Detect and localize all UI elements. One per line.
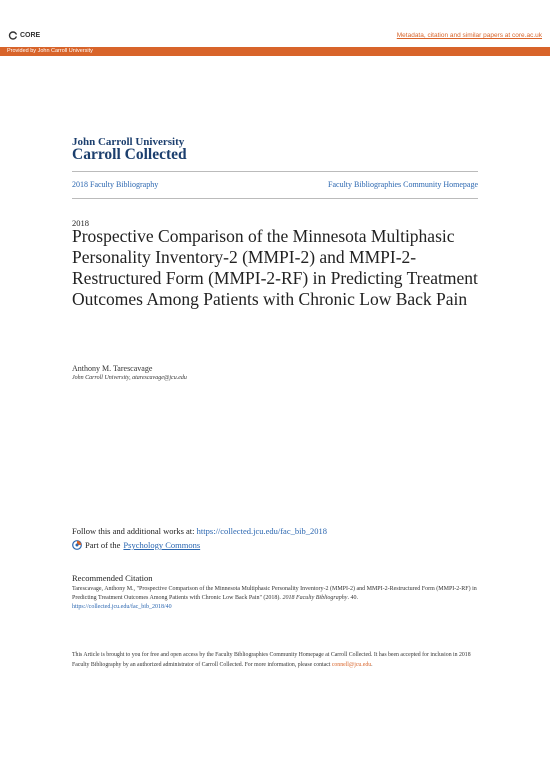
provided-by-bar	[0, 47, 550, 56]
citation-number: . 40.	[347, 595, 358, 601]
core-metadata-link[interactable]: Metadata, citation and similar papers at core.ac.uk	[396, 32, 542, 39]
core-banner	[0, 0, 550, 47]
core-logo-text: CORE	[20, 32, 41, 39]
notice-end: .	[371, 662, 373, 668]
provided-by-text[interactable]: Provided by John Carroll University	[7, 48, 93, 54]
author-name: Anthony M. Tarescavage	[72, 364, 153, 373]
header-divider-bottom	[72, 198, 478, 199]
access-notice	[72, 650, 482, 670]
citation-journal: 2018 Faculty Bibliography	[282, 595, 348, 601]
follow-url-link[interactable]: https://collected.jcu.edu/fac_bib_2018	[196, 526, 327, 536]
recommended-citation-heading: Recommended Citation	[72, 573, 153, 583]
citation-body: Tarescavage, Anthony M., "Prospective Comparison of the Minnesota Multiphasic Personality Inventory-2 (MMPI-2) and MMPI-2-Restructured Form (MMPI-2-RF) in Predicting Treatment Outcomes Among Patients with Chronic Low Back Pain" (2018).	[72, 586, 477, 601]
citation-text	[72, 585, 482, 612]
core-logo[interactable]	[8, 31, 40, 40]
notice-body: This Article is brought to you for free and open access by the Faculty Bibliographies Community Homepage at Carroll Collected. It has been accepted for inclusion in 2018 Faculty Bibliography by an authorized administrator of Carroll Collected. For more information, please contact	[72, 652, 471, 668]
author-affiliation: John Carroll University, atarescavage@jcu.edu	[72, 375, 187, 381]
contact-email-link[interactable]: connell@jcu.edu	[331, 662, 372, 668]
university-name[interactable]: John Carroll University	[72, 136, 185, 148]
repository-name[interactable]: Carroll Collected	[72, 146, 187, 163]
psychology-commons-link[interactable]: Psychology Commons	[123, 540, 201, 550]
article-title: Prospective Comparison of the Minnesota Multiphasic Personality Inventory-2 (MMPI-2) and MMPI-2-Restructured Form (MMPI-2-RF) in Predicting Treatment Outcomes Among Patients with Chronic Low Back Pain	[72, 226, 478, 309]
community-homepage-link[interactable]: Faculty Bibliographies Community Homepage	[328, 180, 478, 189]
part-of-prefix: Part of the	[85, 540, 121, 550]
follow-prefix: Follow this and additional works at:	[72, 526, 197, 536]
publication-year: 2018	[72, 218, 89, 228]
header-divider-top	[72, 171, 478, 172]
part-of-line	[72, 540, 200, 550]
collection-link[interactable]: 2018 Faculty Bibliography	[72, 180, 159, 189]
citation-url-link[interactable]: https://collected.jcu.edu/fac_bib_2018/40	[72, 604, 172, 610]
core-logo-icon	[8, 31, 18, 40]
network-icon	[72, 540, 82, 550]
follow-line	[72, 526, 327, 536]
